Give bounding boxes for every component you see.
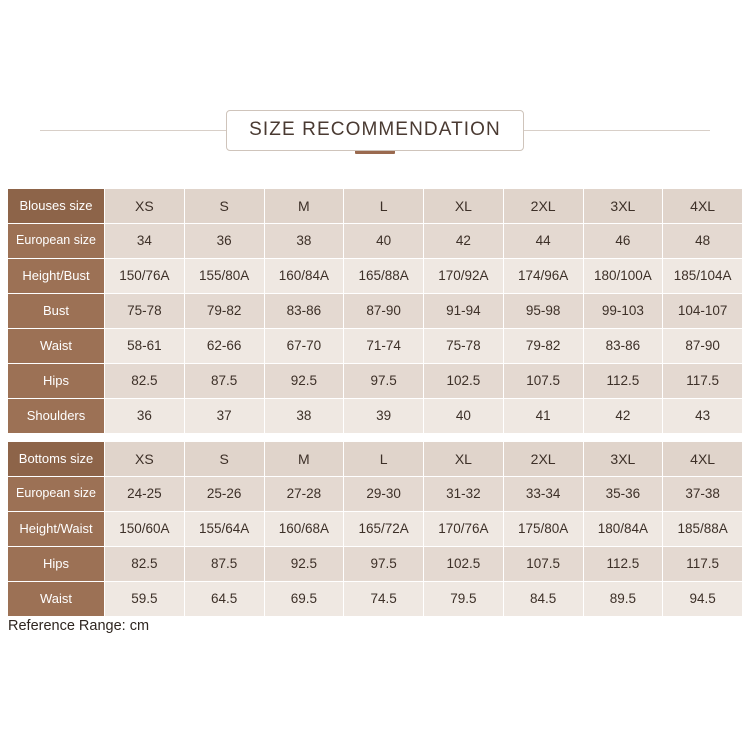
table-cell: S (184, 189, 264, 224)
table-cell: 79.5 (424, 582, 504, 617)
table-cell: 37-38 (663, 477, 743, 512)
row-header: Bust (8, 294, 105, 329)
table-cell: 180/100A (583, 259, 663, 294)
table-cell: 180/84A (583, 512, 663, 547)
table-cell: 175/80A (503, 512, 583, 547)
table-cell: 62-66 (184, 329, 264, 364)
table-cell: 155/64A (184, 512, 264, 547)
table-cell: 185/104A (663, 259, 743, 294)
title-box (226, 110, 524, 151)
table-cell: 4XL (663, 189, 743, 224)
table-row (8, 294, 743, 329)
table-cell: 170/76A (424, 512, 504, 547)
table-cell: 150/76A (105, 259, 185, 294)
table-row (8, 329, 743, 364)
table-cell: 3XL (583, 442, 663, 477)
table-cell: 74.5 (344, 582, 424, 617)
table-cell: 29-30 (344, 477, 424, 512)
table-cell: 34 (105, 224, 185, 259)
table-cell: 24-25 (105, 477, 185, 512)
table-cell: 87-90 (344, 294, 424, 329)
row-header: Blouses size (8, 189, 105, 224)
table-cell: 67-70 (264, 329, 344, 364)
table-row (8, 582, 743, 617)
table-cell: 39 (344, 399, 424, 434)
table-cell: 97.5 (344, 547, 424, 582)
table-cell: 107.5 (503, 364, 583, 399)
table-cell: 4XL (663, 442, 743, 477)
table-cell: 112.5 (583, 547, 663, 582)
table-row (8, 224, 743, 259)
row-header: Waist (8, 329, 105, 364)
table-cell: 91-94 (424, 294, 504, 329)
table-cell: 31-32 (424, 477, 504, 512)
table-cell: 97.5 (344, 364, 424, 399)
table-cell: 102.5 (424, 364, 504, 399)
table-cell: 185/88A (663, 512, 743, 547)
table-cell: 75-78 (424, 329, 504, 364)
table-cell: 46 (583, 224, 663, 259)
title-divider-left (40, 130, 226, 131)
table-cell: 2XL (503, 189, 583, 224)
table-cell: 69.5 (264, 582, 344, 617)
row-header: European size (8, 477, 105, 512)
table-row (8, 189, 743, 224)
row-header: Waist (8, 582, 105, 617)
table-cell: 48 (663, 224, 743, 259)
table-cell: 87.5 (184, 547, 264, 582)
table-cell: 112.5 (583, 364, 663, 399)
table-cell: 94.5 (663, 582, 743, 617)
table-cell: 165/88A (344, 259, 424, 294)
table-cell: 42 (424, 224, 504, 259)
table-cell: 33-34 (503, 477, 583, 512)
table-cell: 99-103 (583, 294, 663, 329)
table-cell: 42 (583, 399, 663, 434)
table-cell: 87.5 (184, 364, 264, 399)
table-cell: 36 (105, 399, 185, 434)
row-header: Height/Waist (8, 512, 105, 547)
row-header: Hips (8, 547, 105, 582)
table-cell: 40 (424, 399, 504, 434)
table-cell: XL (424, 442, 504, 477)
table-cell: 2XL (503, 442, 583, 477)
title-divider-right (524, 130, 710, 131)
table-cell: 25-26 (184, 477, 264, 512)
row-header: Hips (8, 364, 105, 399)
row-header: European size (8, 224, 105, 259)
table-cell: 160/68A (264, 512, 344, 547)
table-cell: 40 (344, 224, 424, 259)
table-row (8, 399, 743, 434)
row-header: Height/Bust (8, 259, 105, 294)
table-cell: XS (105, 189, 185, 224)
table-cell: 79-82 (184, 294, 264, 329)
table-cell: L (344, 442, 424, 477)
table-cell: 37 (184, 399, 264, 434)
table-row (8, 547, 743, 582)
table-cell: 35-36 (583, 477, 663, 512)
table-cell: M (264, 442, 344, 477)
bottoms-size-table (7, 441, 743, 617)
table-cell: 117.5 (663, 364, 743, 399)
table-row (8, 364, 743, 399)
table-cell: 3XL (583, 189, 663, 224)
table-cell: 150/60A (105, 512, 185, 547)
row-header: Shoulders (8, 399, 105, 434)
table-cell: 83-86 (264, 294, 344, 329)
table-cell: M (264, 189, 344, 224)
table-cell: 75-78 (105, 294, 185, 329)
table-cell: 165/72A (344, 512, 424, 547)
table-cell: 59.5 (105, 582, 185, 617)
table-row (8, 259, 743, 294)
table-cell: 38 (264, 224, 344, 259)
table-cell: 38 (264, 399, 344, 434)
table-row (8, 477, 743, 512)
table-cell: 84.5 (503, 582, 583, 617)
table-cell: 117.5 (663, 547, 743, 582)
table-cell: 83-86 (583, 329, 663, 364)
table-cell: 155/80A (184, 259, 264, 294)
table-cell: 27-28 (264, 477, 344, 512)
table-cell: XS (105, 442, 185, 477)
reference-range-note: Reference Range: cm (8, 618, 150, 634)
row-header: Bottoms size (8, 442, 105, 477)
table-cell: XL (424, 189, 504, 224)
table-cell: 87-90 (663, 329, 743, 364)
table-cell: S (184, 442, 264, 477)
table-cell: 107.5 (503, 547, 583, 582)
table-cell: L (344, 189, 424, 224)
table-cell: 71-74 (344, 329, 424, 364)
table-cell: 102.5 (424, 547, 504, 582)
table-cell: 92.5 (264, 547, 344, 582)
table-cell: 92.5 (264, 364, 344, 399)
table-cell: 174/96A (503, 259, 583, 294)
table-cell: 44 (503, 224, 583, 259)
table-cell: 95-98 (503, 294, 583, 329)
table-cell: 160/84A (264, 259, 344, 294)
table-cell: 58-61 (105, 329, 185, 364)
table-cell: 43 (663, 399, 743, 434)
table-row (8, 512, 743, 547)
table-cell: 79-82 (503, 329, 583, 364)
table-row (8, 442, 743, 477)
table-cell: 82.5 (105, 364, 185, 399)
table-cell: 89.5 (583, 582, 663, 617)
table-cell: 82.5 (105, 547, 185, 582)
table-cell: 170/92A (424, 259, 504, 294)
table-cell: 41 (503, 399, 583, 434)
table-cell: 64.5 (184, 582, 264, 617)
page-title: SIZE RECOMMENDATION (249, 118, 501, 140)
table-cell: 36 (184, 224, 264, 259)
table-cell: 104-107 (663, 294, 743, 329)
blouses-size-table (7, 188, 743, 434)
